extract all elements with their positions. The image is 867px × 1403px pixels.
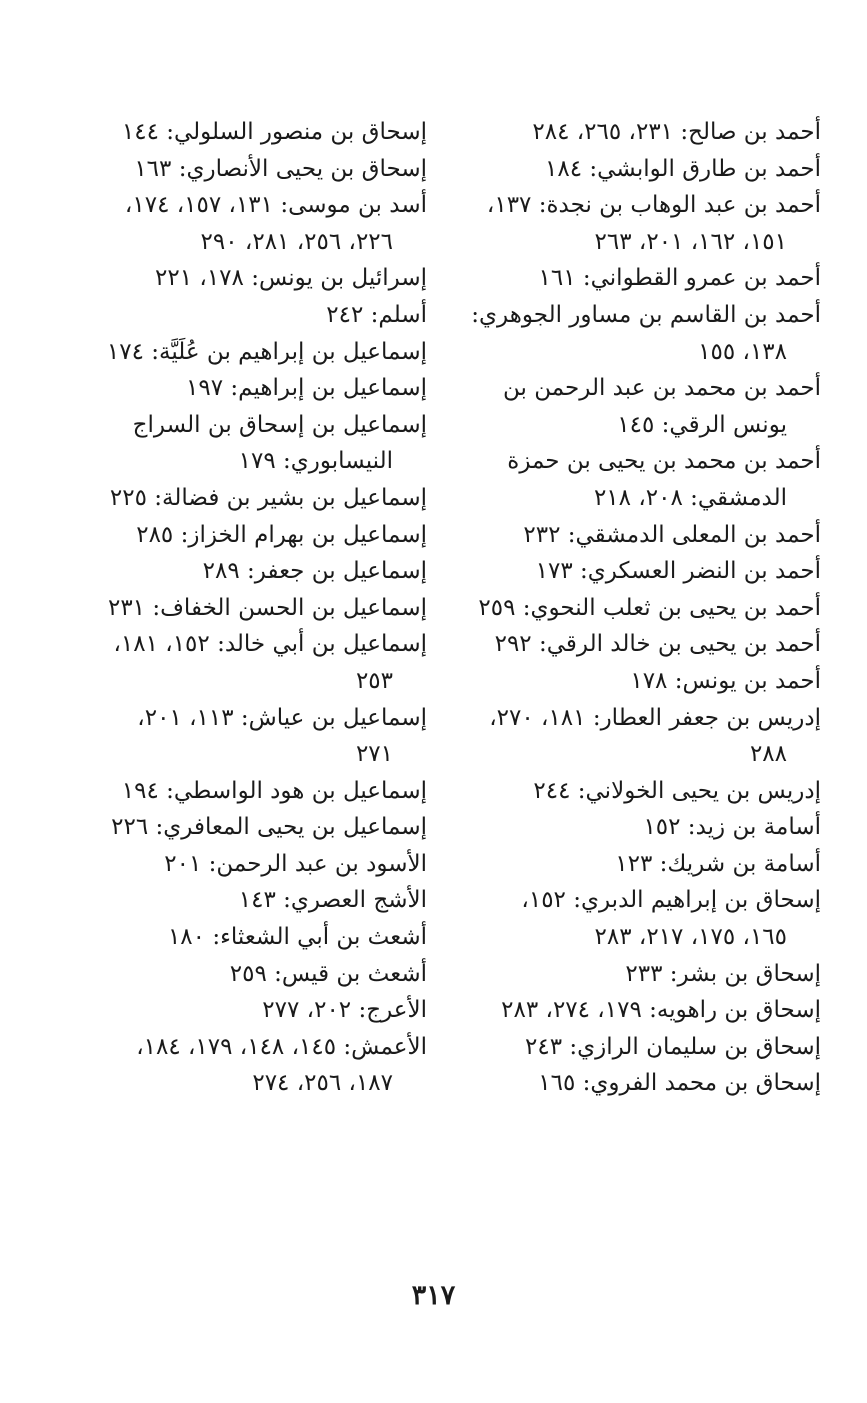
entry-name: الأشج العصري	[290, 887, 427, 914]
entry-page-refs: ٢٠١	[164, 850, 202, 877]
entry-separator: :	[158, 119, 174, 145]
entry-continuation: ١٥١، ١٦٢، ٢٠١، ٢٦٣	[594, 228, 787, 255]
entry-name: أحمد بن يونس	[682, 667, 821, 694]
index-entry	[37, 553, 427, 590]
entry-page-refs: ٢٥٩	[478, 594, 516, 621]
entry-name: أحمد بن النضر العسكري	[587, 558, 821, 585]
entry-page-refs: ١٨٠	[167, 924, 206, 951]
entry-name: إسماعيل بن هود الواسطي	[173, 777, 427, 804]
entry-name: أحمد بن عمرو القطواني	[590, 265, 821, 292]
index-entry	[455, 809, 821, 846]
entry-continuation: النيسابوري: ١٧٩	[238, 448, 393, 475]
index-entry	[455, 297, 821, 334]
entry-separator: :	[243, 265, 259, 292]
index-column-right	[455, 114, 821, 1102]
index-entry	[37, 882, 427, 919]
entry-name: إسماعيل بن إسحاق بن السراج	[132, 411, 427, 438]
entry-page-refs: ١٨١، ٢٧٠،	[489, 704, 586, 731]
entry-separator: :	[570, 777, 586, 804]
entry-separator: :	[471, 301, 480, 328]
index-entry	[37, 480, 427, 517]
entry-name: إسماعيل بن يحيى المعافري	[163, 814, 427, 841]
index-entry	[455, 626, 821, 663]
entry-separator: :	[562, 1033, 578, 1060]
entry-page-refs: ١٥٢	[643, 814, 681, 841]
entry-separator: :	[336, 1033, 352, 1060]
entry-page-refs: ١٧٨	[630, 667, 668, 694]
index-entry	[37, 846, 427, 883]
entry-name: أشعث بن قيس	[281, 960, 427, 987]
entry-name: الأعمش	[351, 1033, 427, 1060]
entry-separator: :	[662, 960, 678, 987]
entry-name: إسماعيل بن بهرام الخزاز	[188, 521, 427, 548]
index-entry	[37, 370, 427, 407]
index-entry	[455, 553, 821, 590]
index-entry	[37, 809, 427, 846]
entry-name: إسحاق بن راهويه	[656, 997, 821, 1024]
entry-name: أحمد بن عبد الوهاب بن نجدة	[546, 192, 821, 219]
entry-continuation: ٢٢٦، ٢٥٦، ٢٨١، ٢٩٠	[200, 228, 393, 255]
entry-page-refs: ٢٤٣	[525, 1033, 563, 1060]
entry-name: أحمد بن محمد بن يحيى بن حمزة	[507, 448, 821, 475]
index-entry	[455, 846, 821, 883]
entry-page-refs: ٢٨٥	[136, 521, 174, 548]
entry-page-refs: ١٧٣	[535, 558, 573, 585]
entry-name: إسحاق بن إبراهيم الدبري	[580, 887, 821, 914]
entry-name: أحمد بن يحيى بن خالد الرقي	[546, 631, 821, 658]
entry-separator: :	[575, 1070, 591, 1097]
entry-separator: :	[582, 155, 598, 182]
index-entry	[37, 187, 427, 224]
entry-name: إدريس بن جعفر العطار	[600, 704, 821, 731]
entry-page-refs: ١٤٣	[238, 887, 276, 914]
index-entry	[455, 443, 821, 480]
entry-name: أسد بن موسى	[288, 192, 427, 219]
entry-name: إسحاق بن بشر	[677, 960, 821, 987]
index-entry	[455, 1029, 821, 1066]
entry-name: إدريس بن يحيى الخولاني	[585, 777, 821, 804]
entry-separator: :	[145, 594, 161, 621]
index-entry	[37, 773, 427, 810]
entry-name: إسماعيل بن إبراهيم بن عُلَيَّة	[159, 338, 427, 365]
entry-page-refs: ١٨٤	[545, 155, 583, 182]
entry-page-refs: ٢٠٢، ٢٧٧	[262, 997, 352, 1024]
entry-page-refs: ١٥٢،	[521, 887, 566, 914]
entry-name: أحمد بن يحيى بن ثعلب النحوي	[530, 594, 821, 621]
entry-name: أسامة بن زيد	[695, 814, 821, 841]
index-entry	[37, 700, 427, 737]
entry-separator: :	[641, 997, 657, 1024]
entry-name: أسلم	[378, 301, 427, 328]
index-entry	[455, 663, 821, 700]
entry-continuation: ١٦٥، ١٧٥، ٢١٧، ٢٨٣	[594, 924, 787, 951]
entry-separator: :	[233, 704, 249, 731]
entry-separator: :	[239, 558, 255, 585]
index-entry	[455, 1065, 821, 1102]
index-entry	[37, 407, 427, 444]
index-entry	[455, 992, 821, 1029]
entry-page-refs: ٢٣٣	[625, 960, 663, 987]
entry-page-refs: ٢٣١	[107, 594, 146, 621]
index-entry	[37, 1029, 427, 1066]
entry-name: الأعرج	[366, 997, 427, 1024]
entry-page-refs: ١٧٤	[106, 338, 144, 365]
entry-page-refs: ١٥٢، ١٨١،	[113, 631, 210, 658]
entry-separator: :	[673, 119, 689, 145]
entry-separator: :	[273, 192, 289, 219]
entry-name: أحمد بن المعلى الدمشقي	[575, 521, 821, 548]
entry-page-refs: ١٦٥	[538, 1070, 576, 1097]
entry-separator: :	[201, 850, 217, 877]
entry-separator: :	[680, 814, 696, 841]
entry-separator: :	[351, 997, 367, 1024]
entry-separator: :	[158, 777, 174, 804]
index-entry	[37, 114, 427, 151]
index-entry	[37, 626, 427, 663]
entry-page-refs: ١٣٧،	[486, 192, 532, 219]
entry-separator: :	[173, 521, 189, 548]
index-entry	[455, 773, 821, 810]
entry-page-refs: ٢٣٢	[523, 521, 561, 548]
index-entry	[37, 956, 427, 993]
entry-page-refs: ١٤٥، ١٤٨، ١٧٩، ١٨٤،	[136, 1033, 337, 1060]
entry-separator: :	[143, 338, 160, 365]
entry-name: إسماعيل بن أبي خالد	[224, 631, 427, 658]
entry-separator: :	[652, 850, 668, 877]
index-entry	[455, 517, 821, 554]
index-entry	[37, 517, 427, 554]
entry-continuation: الدمشقي: ٢٠٨، ٢١٨	[593, 484, 787, 511]
entry-separator: :	[572, 558, 588, 585]
entry-separator: :	[275, 887, 291, 914]
entry-continuation: ٢٥٣	[355, 667, 393, 694]
entry-page-refs: ١٦٣	[134, 155, 172, 182]
index-entry	[37, 590, 427, 627]
entry-page-refs: ٢٨٩	[202, 558, 240, 585]
entry-page-refs: ١٢٣	[615, 850, 653, 877]
entry-name: إسرائيل بن يونس	[258, 265, 427, 292]
entry-separator: :	[209, 631, 225, 658]
index-entry	[37, 992, 427, 1029]
entry-page-refs: ٢٤٢	[326, 301, 364, 328]
entry-page-refs: ١٧٩، ٢٧٤، ٢٨٣	[501, 997, 642, 1024]
entry-name: إسحاق بن يحيى الأنصاري	[186, 155, 427, 182]
entry-separator: :	[205, 924, 221, 951]
entry-page-refs: ٢٢٥	[109, 484, 147, 511]
entry-separator: :	[667, 667, 683, 694]
entry-separator: :	[585, 704, 601, 731]
entry-name: إسماعيل بن جعفر	[254, 558, 427, 585]
entry-separator: :	[363, 301, 379, 328]
entry-name: إسحاق بن منصور السلولي	[174, 119, 427, 145]
entry-separator: :	[531, 631, 547, 658]
entry-page-refs: ٢٤٤	[533, 777, 571, 804]
entry-page-refs: ١٣١، ١٥٧، ١٧٤،	[124, 192, 274, 219]
entry-name: إسماعيل بن الحسن الخفاف	[160, 594, 427, 621]
entry-name: إسحاق بن سليمان الرازي	[577, 1033, 821, 1060]
page-number: ٣١٧	[411, 1280, 456, 1311]
index-entry	[37, 260, 427, 297]
index-entry	[455, 590, 821, 627]
entry-name: إسماعيل بن إبراهيم	[238, 375, 427, 402]
index-entry	[455, 370, 821, 407]
entry-page-refs: ١١٣، ٢٠١،	[137, 704, 234, 731]
entry-name: أحمد بن القاسم بن مساور الجوهري	[479, 301, 821, 328]
index-entry	[455, 700, 821, 737]
entry-separator: :	[171, 155, 187, 182]
index-entry	[37, 919, 427, 956]
entry-separator: :	[223, 375, 239, 402]
entry-continuation: يونس الرقي: ١٤٥	[617, 411, 787, 438]
entry-page-refs: ٢٩٢	[494, 631, 532, 658]
entry-page-refs: ١٦١	[538, 265, 576, 292]
index-entry	[37, 334, 427, 371]
entry-page-refs: ٢٢٦	[111, 814, 149, 841]
entry-name: أحمد بن طارق الوابشي	[597, 155, 821, 182]
entry-name: إسماعيل بن عياش	[248, 704, 427, 731]
index-entry	[37, 151, 427, 188]
entry-page-refs: ٢٥٩	[229, 960, 267, 987]
entry-name: إسماعيل بن بشير بن فضالة	[162, 484, 427, 511]
index-entry	[455, 151, 821, 188]
entry-name: أسامة بن شريك	[667, 850, 821, 877]
entry-page-refs: ٢٣١، ٢٦٥، ٢٨٤	[532, 119, 674, 145]
entry-continuation: ٢٨٨	[749, 741, 787, 768]
entry-name: أحمد بن محمد بن عبد الرحمن بن	[503, 375, 821, 402]
entry-page-refs: ١٤٤	[121, 119, 159, 145]
index-entry	[455, 882, 821, 919]
entry-separator: :	[565, 887, 581, 914]
entry-separator: :	[148, 814, 164, 841]
entry-separator: :	[560, 521, 576, 548]
entry-separator: :	[515, 594, 531, 621]
index-entry	[37, 297, 427, 334]
index-column-left	[37, 114, 427, 1102]
index-entry	[455, 114, 821, 151]
entry-page-refs: ١٩٧	[186, 375, 224, 402]
entry-page-refs: ١٩٤	[121, 777, 159, 804]
entry-name: إسحاق بن محمد الفروي	[590, 1070, 821, 1097]
entry-separator: :	[575, 265, 591, 292]
index-entry	[455, 187, 821, 224]
entry-separator: :	[146, 484, 163, 511]
index-entry	[455, 956, 821, 993]
entry-name: أشعث بن أبي الشعثاء	[220, 924, 427, 951]
entry-name: الأسود بن عبد الرحمن	[216, 850, 427, 877]
index-entry	[455, 260, 821, 297]
entry-continuation: ١٨٧، ٢٥٦، ٢٧٤	[252, 1070, 393, 1097]
entry-continuation: ١٣٨، ١٥٥	[698, 338, 787, 365]
entry-separator: :	[266, 960, 282, 987]
entry-name: أحمد بن صالح	[688, 119, 821, 145]
entry-continuation: ٢٧١	[355, 741, 393, 768]
entry-separator: :	[531, 192, 547, 219]
entry-page-refs: ١٧٨، ٢٢١	[155, 265, 244, 292]
